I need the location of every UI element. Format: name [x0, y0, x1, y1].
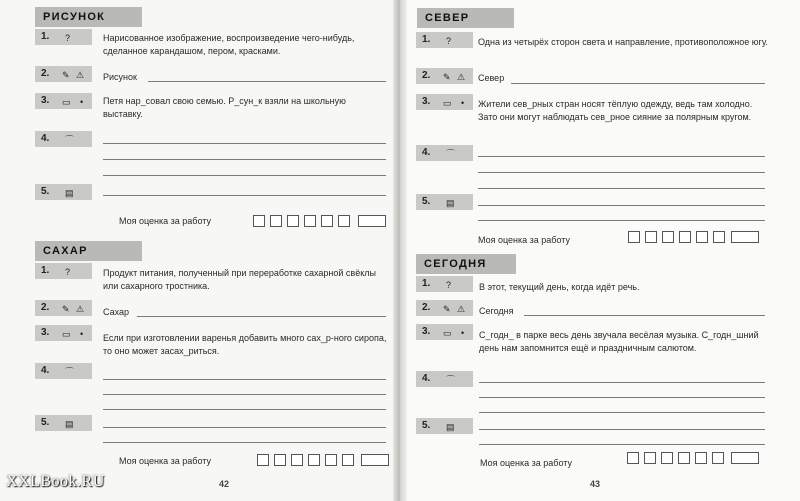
warning-triangle-icon: ⚠ [457, 304, 466, 314]
open-book-icon: ▤ [446, 198, 455, 208]
grade-box[interactable] [270, 215, 282, 227]
grade-box-wide[interactable] [358, 215, 386, 227]
grade-label: Моя оценка за работу [478, 235, 570, 245]
grade-box[interactable] [695, 452, 707, 464]
answer-line[interactable] [137, 316, 386, 317]
section-title: САХАР [35, 241, 142, 261]
word-prompt: Сахар [103, 307, 130, 317]
task-4-label: 4. ⌒ [416, 371, 473, 387]
book-icon: ▭ [443, 98, 452, 108]
bridge-arc-icon: ⌒ [446, 375, 456, 385]
section-title: РИСУНОК [35, 7, 142, 27]
open-book-icon: ▤ [446, 422, 455, 432]
task-3-label: 3. ▭ • [35, 325, 92, 341]
watermark: XXLBook.RU [6, 473, 105, 490]
grade-box-wide[interactable] [731, 231, 759, 243]
task-3-label: 3. ▭ • [416, 324, 473, 340]
book-icon: ▭ [62, 97, 71, 107]
dot-icon: • [461, 328, 465, 338]
answer-line[interactable] [478, 220, 765, 221]
task-2-label: 2. ✎ ⚠ [35, 300, 92, 316]
grade-label: Моя оценка за работу [480, 458, 572, 468]
pencil-crossed-icon: ✎ [62, 304, 70, 314]
answer-line[interactable] [479, 429, 765, 430]
pencil-crossed-icon: ✎ [443, 304, 451, 314]
answer-line[interactable] [103, 159, 386, 160]
grade-box[interactable] [338, 215, 350, 227]
grade-box[interactable] [696, 231, 708, 243]
answer-line[interactable] [524, 315, 765, 316]
definition-text: Одна из четырёх сторон света и направление, противоположное югу. [478, 37, 768, 47]
dot-icon: • [80, 97, 84, 107]
answer-line[interactable] [103, 175, 386, 176]
question-icon: ? [65, 267, 71, 277]
word-prompt: Север [478, 73, 505, 83]
dot-icon: • [461, 98, 465, 108]
answer-line[interactable] [479, 412, 765, 413]
grade-box[interactable] [628, 231, 640, 243]
answer-line[interactable] [479, 382, 765, 383]
definition-text: В этот, текущий день, когда идёт речь. [479, 282, 640, 292]
right-page [407, 0, 800, 501]
answer-line[interactable] [478, 188, 765, 189]
task-4-label: 4. ⌒ [416, 145, 473, 161]
exercise-sentence: Петя нар_совал свою семью. Р_сун_к взяли на школьную выставку. [103, 96, 346, 119]
bridge-arc-icon: ⌒ [65, 135, 75, 145]
grade-box[interactable] [342, 454, 354, 466]
pencil-crossed-icon: ✎ [443, 72, 451, 82]
pencil-crossed-icon: ✎ [62, 70, 70, 80]
grade-box[interactable] [274, 454, 286, 466]
grade-box[interactable] [713, 231, 725, 243]
open-book-icon: ▤ [65, 188, 74, 198]
warning-triangle-icon: ⚠ [76, 70, 85, 80]
task-2-label: 2. ✎ ⚠ [416, 68, 473, 84]
answer-line[interactable] [103, 409, 386, 410]
answer-line[interactable] [103, 379, 386, 380]
book-icon: ▭ [443, 328, 452, 338]
bridge-arc-icon: ⌒ [65, 367, 75, 377]
answer-line[interactable] [511, 83, 765, 84]
task-1-label: 1. ? [35, 29, 92, 45]
answer-line[interactable] [148, 81, 386, 82]
grade-box[interactable] [253, 215, 265, 227]
left-page [0, 0, 393, 501]
grade-box[interactable] [304, 215, 316, 227]
section-title: СЕВЕР [417, 8, 514, 28]
answer-line[interactable] [103, 195, 386, 196]
task-4-label: 4. ⌒ [35, 363, 92, 379]
task-5-label: 5. ▤ [35, 415, 92, 431]
answer-line[interactable] [103, 394, 386, 395]
grade-label: Моя оценка за работу [119, 216, 211, 226]
answer-line[interactable] [479, 397, 765, 398]
grade-box[interactable] [291, 454, 303, 466]
task-5-label: 5. ▤ [416, 418, 473, 434]
grade-label: Моя оценка за работу [119, 456, 211, 466]
definition-text: Нарисованное изображение, воспроизведение чего-нибудь, сделанное карандашом, пером, красками. [103, 33, 355, 56]
grade-box-wide[interactable] [361, 454, 389, 466]
warning-triangle-icon: ⚠ [76, 304, 85, 314]
open-book-icon: ▤ [65, 419, 74, 429]
task-1-label: 1. ? [416, 276, 473, 292]
task-4-label: 4. ⌒ [35, 131, 92, 147]
answer-line[interactable] [103, 143, 386, 144]
task-1-label: 1. ? [416, 32, 473, 48]
task-5-label: 5. ▤ [416, 194, 473, 210]
task-5-label: 5. ▤ [35, 184, 92, 200]
grade-box[interactable] [257, 454, 269, 466]
task-2-label: 2. ✎ ⚠ [35, 66, 92, 82]
grade-box[interactable] [662, 231, 674, 243]
exercise-sentence: Жители сев_рных стран носят тёплую одежду, ведь там холодно. Зато они могут наблюдать сев_рное сияние за полярным кругом. [478, 99, 753, 122]
grade-box[interactable] [645, 231, 657, 243]
task-3-label: 3. ▭ • [416, 94, 473, 110]
answer-line[interactable] [478, 205, 765, 206]
grade-box[interactable] [679, 231, 691, 243]
answer-line[interactable] [103, 442, 386, 443]
page-number: 42 [219, 479, 230, 489]
answer-line[interactable] [478, 156, 765, 157]
exercise-sentence: С_годн_ в парке весь день звучала весёлая музыка. С_годн_шний день нам запомнится ещё и праздничным салютом. [479, 330, 759, 353]
answer-line[interactable] [478, 172, 765, 173]
section-title: СЕГОДНЯ [416, 254, 516, 274]
task-1-label: 1. ? [35, 263, 92, 279]
answer-line[interactable] [103, 427, 386, 428]
question-icon: ? [446, 36, 452, 46]
book-spine [393, 0, 407, 501]
grade-box-wide[interactable] [731, 452, 759, 464]
answer-line[interactable] [479, 444, 765, 445]
grade-box[interactable] [644, 452, 656, 464]
exercise-sentence: Если при изготовлении варенья добавить много сах_р-ного сиропа, то оно может засах_риться. [103, 333, 387, 356]
word-prompt: Рисунок [103, 72, 137, 82]
word-prompt: Сегодня [479, 306, 514, 316]
question-icon: ? [446, 280, 452, 290]
bridge-arc-icon: ⌒ [446, 149, 456, 159]
grade-box[interactable] [627, 452, 639, 464]
question-icon: ? [65, 33, 71, 43]
grade-box[interactable] [287, 215, 299, 227]
task-3-label: 3. ▭ • [35, 93, 92, 109]
dot-icon: • [80, 329, 84, 339]
grade-box[interactable] [321, 215, 333, 227]
grade-box[interactable] [325, 454, 337, 466]
task-2-label: 2. ✎ ⚠ [416, 300, 473, 316]
grade-box[interactable] [712, 452, 724, 464]
grade-box[interactable] [308, 454, 320, 466]
grade-box[interactable] [678, 452, 690, 464]
definition-text: Продукт питания, полученный при переработке сахарной свёклы или сахарного тростника. [103, 268, 376, 291]
page-number: 43 [590, 479, 601, 489]
warning-triangle-icon: ⚠ [457, 72, 466, 82]
grade-box[interactable] [661, 452, 673, 464]
book-icon: ▭ [62, 329, 71, 339]
